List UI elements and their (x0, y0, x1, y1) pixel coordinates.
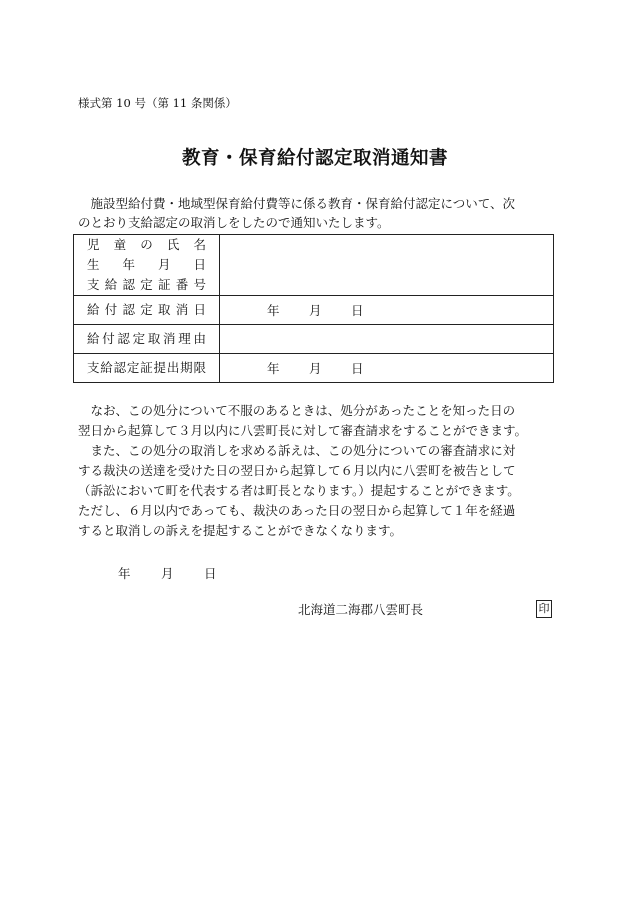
notice-line: 翌日から起算して３月以内に八雲町長に対して審査請求をすることができます。 (78, 423, 528, 438)
revocation-reason-label: 給付認定取消理由 (87, 331, 206, 346)
child-info-label-cell (74, 235, 220, 296)
notice-line: する裁決の送達を受けた日の翌日から起算して６月以内に八雲町を被告として (78, 463, 516, 478)
notice-line: なお、この処分について不服のあるときは、処分があったことを知った日の (78, 403, 516, 418)
notice-line: ただし、６月以内であっても、裁決のあった日の翌日から起算して１年を経過 (78, 503, 516, 518)
deadline-value-cell[interactable] (220, 354, 554, 383)
deadline-label-cell (74, 354, 220, 383)
revocation-date-label-cell (74, 296, 220, 325)
notice-line: また、この処分の取消しを求める訴えは、この処分についての審査請求に対 (78, 443, 516, 458)
appeal-notice (78, 401, 568, 541)
revocation-reason-label-cell (74, 325, 220, 354)
certificate-info-table (73, 234, 554, 383)
intro-line: 施設型給付費・地域型保育給付費等に係る教育・保育給付認定について、次 (78, 196, 516, 211)
issue-month-label: 月 (161, 566, 174, 581)
issuer-name: 北海道二海郡八雲町長 (298, 602, 424, 617)
document-title: 教育・保育給付認定取消通知書 (181, 148, 448, 169)
deadline-label: 支給認定証提出期限 (87, 360, 206, 375)
year-label: 年 (267, 361, 280, 376)
cert-number-label: 支給認定証番号 (87, 277, 206, 292)
notice-line: （訴訟において町を代表する者は町長となります。）提起することができます。 (78, 483, 520, 498)
child-info-value-cell[interactable] (220, 235, 554, 296)
revocation-date-fields (220, 301, 553, 319)
year-label: 年 (267, 303, 280, 318)
revocation-reason-value-cell[interactable] (220, 325, 554, 354)
intro-paragraph (78, 194, 558, 232)
day-label: 日 (351, 361, 364, 376)
table-row (74, 296, 554, 325)
revocation-date-label: 給付認定取消日 (87, 302, 206, 317)
seal-mark: 印 (536, 600, 552, 618)
issue-year-label: 年 (118, 566, 131, 581)
table-row (74, 354, 554, 383)
month-label: 月 (309, 361, 322, 376)
form-number: 様式第 10 号（第 11 条関係） (78, 96, 237, 110)
intro-line: のとおり支給認定の取消しをしたので通知いたします。 (78, 215, 390, 230)
birthdate-label: 生年月日 (87, 257, 206, 272)
month-label: 月 (309, 303, 322, 318)
day-label: 日 (351, 303, 364, 318)
issue-day-label: 日 (204, 566, 217, 581)
issue-date (118, 564, 217, 582)
child-name-label: 児童の氏名 (87, 237, 206, 252)
table-row (74, 325, 554, 354)
table-row (74, 235, 554, 296)
notice-line: すると取消しの訴えを提起することができなくなります。 (78, 523, 403, 538)
deadline-date-fields (220, 359, 553, 377)
revocation-date-value-cell[interactable] (220, 296, 554, 325)
